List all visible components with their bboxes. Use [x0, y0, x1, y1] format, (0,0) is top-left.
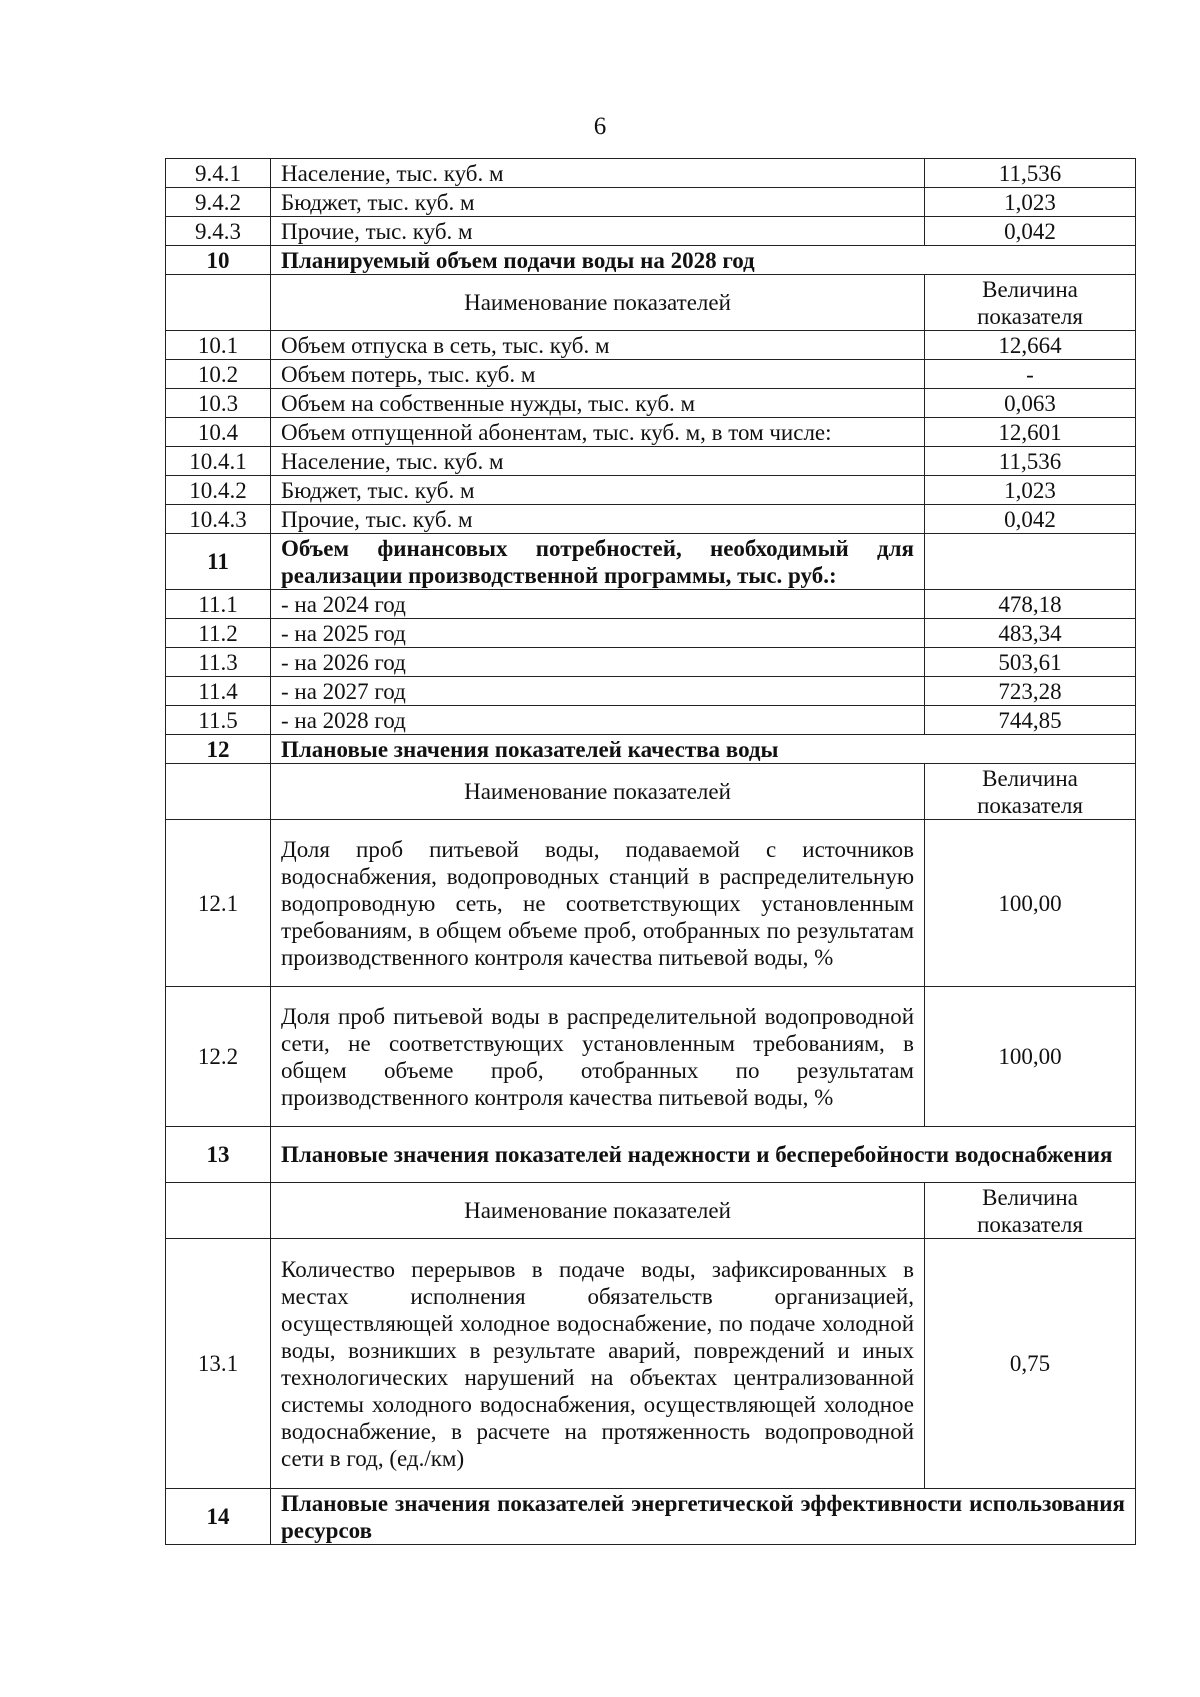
section-number: 10	[166, 246, 271, 275]
row-number: 9.4.3	[166, 217, 271, 246]
table-row	[166, 360, 1136, 389]
section-row	[166, 735, 1136, 764]
row-value: 1,023	[925, 188, 1136, 217]
row-value: 483,34	[925, 619, 1136, 648]
row-number: 10.1	[166, 331, 271, 360]
row-value: 100,00	[925, 987, 1136, 1127]
row-name: Прочие, тыс. куб. м	[271, 505, 925, 534]
table-row	[166, 476, 1136, 505]
row-number: 9.4.1	[166, 159, 271, 188]
row-number: 13.1	[166, 1239, 271, 1489]
table-row	[166, 331, 1136, 360]
row-number: 10.4.1	[166, 447, 271, 476]
table-row	[166, 188, 1136, 217]
header-empty-cell	[166, 275, 271, 331]
section-row	[166, 534, 1136, 590]
row-name: - на 2025 год	[271, 619, 925, 648]
row-value: 0,042	[925, 505, 1136, 534]
row-value: 1,023	[925, 476, 1136, 505]
header-name: Наименование показателей	[271, 764, 925, 820]
table-row	[166, 1239, 1136, 1489]
row-name: - на 2024 год	[271, 590, 925, 619]
header-empty-cell	[166, 764, 271, 820]
row-value: 11,536	[925, 447, 1136, 476]
header-value: Величина показателя	[925, 275, 1136, 331]
section-number: 12	[166, 735, 271, 764]
header-name: Наименование показателей	[271, 275, 925, 331]
section-title: Плановые значения показателей энергетической эффективности использования ресурсов	[271, 1489, 1136, 1545]
table-row	[166, 619, 1136, 648]
row-value: -	[925, 360, 1136, 389]
row-name: Объем на собственные нужды, тыс. куб. м	[271, 389, 925, 418]
section-number: 11	[166, 534, 271, 590]
row-name: Население, тыс. куб. м	[271, 159, 925, 188]
row-number: 10.4	[166, 418, 271, 447]
header-row	[166, 764, 1136, 820]
row-name: Население, тыс. куб. м	[271, 447, 925, 476]
section-title: Плановые значения показателей надежности и бесперебойности водоснабжения	[271, 1127, 1136, 1183]
table-row	[166, 677, 1136, 706]
row-number: 10.3	[166, 389, 271, 418]
table-row	[166, 389, 1136, 418]
header-row	[166, 275, 1136, 331]
header-value: Величина показателя	[925, 1183, 1136, 1239]
section-title: Плановые значения показателей качества воды	[271, 735, 1136, 764]
section-title: Планируемый объем подачи воды на 2028 год	[271, 246, 1136, 275]
row-name: - на 2027 год	[271, 677, 925, 706]
table-row	[166, 706, 1136, 735]
row-number: 11.3	[166, 648, 271, 677]
row-number: 11.2	[166, 619, 271, 648]
row-number: 12.1	[166, 820, 271, 987]
section-row	[166, 246, 1136, 275]
row-value: 744,85	[925, 706, 1136, 735]
section-number: 13	[166, 1127, 271, 1183]
row-number: 10.4.2	[166, 476, 271, 505]
page-number: 6	[593, 113, 607, 140]
row-number: 10.2	[166, 360, 271, 389]
section-empty-value	[925, 534, 1136, 590]
table-row	[166, 217, 1136, 246]
row-name: Прочие, тыс. куб. м	[271, 217, 925, 246]
header-name: Наименование показателей	[271, 1183, 925, 1239]
row-name: Объем потерь, тыс. куб. м	[271, 360, 925, 389]
row-value: 11,536	[925, 159, 1136, 188]
table-row	[166, 648, 1136, 677]
row-value: 0,75	[925, 1239, 1136, 1489]
indicators-table	[165, 158, 1136, 1545]
row-value: 723,28	[925, 677, 1136, 706]
row-number: 11.4	[166, 677, 271, 706]
table-row	[166, 159, 1136, 188]
row-value: 0,063	[925, 389, 1136, 418]
header-row	[166, 1183, 1136, 1239]
table-row	[166, 505, 1136, 534]
row-number: 9.4.2	[166, 188, 271, 217]
row-value: 100,00	[925, 820, 1136, 987]
header-value: Величина показателя	[925, 764, 1136, 820]
table-row	[166, 987, 1136, 1127]
row-number: 11.5	[166, 706, 271, 735]
row-value: 12,664	[925, 331, 1136, 360]
row-value: 503,61	[925, 648, 1136, 677]
row-name: - на 2026 год	[271, 648, 925, 677]
row-value: 478,18	[925, 590, 1136, 619]
row-name: Объем отпущенной абонентам, тыс. куб. м, в том числе:	[271, 418, 925, 447]
table-row	[166, 447, 1136, 476]
row-name: Объем отпуска в сеть, тыс. куб. м	[271, 331, 925, 360]
section-row	[166, 1489, 1136, 1545]
row-number: 11.1	[166, 590, 271, 619]
section-title: Объем финансовых потребностей, необходимый для реализации производственной программы, тыс. руб.:	[271, 534, 925, 590]
table-row	[166, 590, 1136, 619]
table-row	[166, 820, 1136, 987]
row-name: Доля проб питьевой воды в распределительной водопроводной сети, не соответствующих установленным требованиям, в общем объеме проб, отобранных по результатам производственного контроля качества питьевой воды, %	[271, 987, 925, 1127]
row-name: Доля проб питьевой воды, подаваемой с источников водоснабжения, водопроводных станций в распределительную водопроводную сеть, не соответствующих установленным требованиям, в общем объеме проб, отобранных по результатам производственного контроля качества питьевой воды, %	[271, 820, 925, 987]
row-name: Бюджет, тыс. куб. м	[271, 188, 925, 217]
row-name: Бюджет, тыс. куб. м	[271, 476, 925, 505]
header-empty-cell	[166, 1183, 271, 1239]
row-value: 12,601	[925, 418, 1136, 447]
row-name: Количество перерывов в подаче воды, зафиксированных в местах исполнения обязательств организацией, осуществляющей холодное водоснабжение, по подаче холодной воды, возникших в результате аварий, повреждений и иных технологических нарушений на объектах централизованной системы холодного водоснабжения, осуществляющей холодное водоснабжение, в расчете на протяженность водопроводной сети в год, (ед./км)	[271, 1239, 925, 1489]
section-number: 14	[166, 1489, 271, 1545]
table-row	[166, 418, 1136, 447]
section-row	[166, 1127, 1136, 1183]
row-value: 0,042	[925, 217, 1136, 246]
row-name: - на 2028 год	[271, 706, 925, 735]
row-number: 10.4.3	[166, 505, 271, 534]
row-number: 12.2	[166, 987, 271, 1127]
